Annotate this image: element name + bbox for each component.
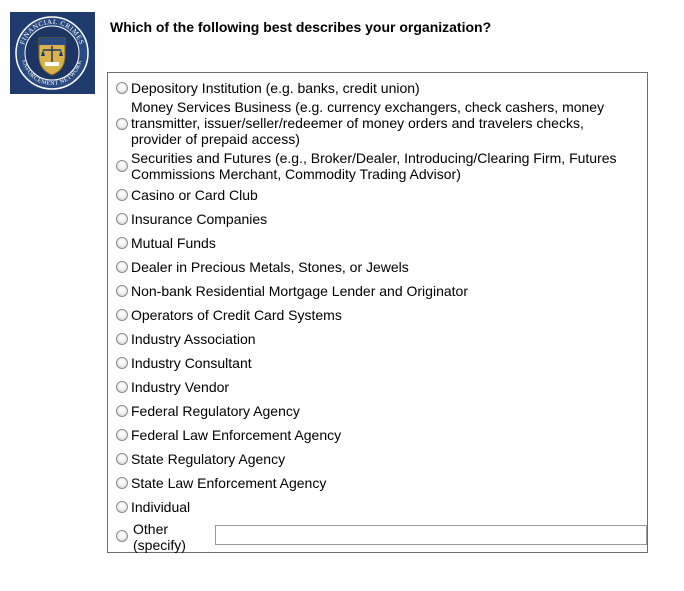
option-label: Operators of Credit Card Systems <box>131 307 342 323</box>
option-label: Money Services Business (e.g. currency exchangers, check cashers, money transmitter, issuer/seller/redeemer of money orders and travelers checks, provider of prepaid access) <box>131 99 605 147</box>
option-label: Securities and Futures (e.g., Broker/Dealer, Introducing/Clearing Firm, Futures Commissions Merchant, Commodity Trading Advisor) <box>131 150 617 182</box>
option-label: Non-bank Residential Mortgage Lender and Originator <box>131 283 468 299</box>
option-label: Casino or Card Club <box>131 187 258 203</box>
option-label: Insurance Companies <box>131 211 268 227</box>
radio-precious-metals-dealer[interactable] <box>116 261 128 273</box>
radio-state-law-enforcement[interactable] <box>116 477 128 489</box>
radio-industry-consultant[interactable] <box>116 357 128 369</box>
radio-insurance-companies[interactable] <box>116 213 128 225</box>
radio-industry-association[interactable] <box>116 333 128 345</box>
option-label: Individual <box>131 499 191 515</box>
other-specify-input[interactable] <box>215 525 647 545</box>
radio-money-services-business[interactable] <box>116 118 128 130</box>
question-heading: Which of the following best describes your organization? <box>110 19 492 35</box>
option-label: Mutual Funds <box>131 235 216 251</box>
option-label: Depository Institution (e.g. banks, credit union) <box>131 80 420 96</box>
option-label: State Law Enforcement Agency <box>131 475 327 491</box>
radio-industry-vendor[interactable] <box>116 381 128 393</box>
radio-mortgage-lender[interactable] <box>116 285 128 297</box>
radio-individual[interactable] <box>116 501 128 513</box>
radio-other[interactable] <box>116 530 128 542</box>
option-label: Industry Association <box>131 331 256 347</box>
radio-mutual-funds[interactable] <box>116 237 128 249</box>
options-box <box>107 72 648 553</box>
radio-depository-institution[interactable] <box>116 82 128 94</box>
option-label: State Regulatory Agency <box>131 451 286 467</box>
radio-federal-law-enforcement[interactable] <box>116 429 128 441</box>
option-label: Federal Law Enforcement Agency <box>131 427 342 443</box>
radio-state-regulatory-agency[interactable] <box>116 453 128 465</box>
option-label: Industry Consultant <box>131 355 252 371</box>
svg-text:ENFORCEMENT NETWORK: ENFORCEMENT NETWORK <box>20 59 84 88</box>
radio-casino-card-club[interactable] <box>116 189 128 201</box>
radio-securities-futures[interactable] <box>116 160 128 172</box>
radio-federal-regulatory-agency[interactable] <box>116 405 128 417</box>
option-label: Other (specify) <box>133 521 186 553</box>
fincen-logo <box>10 12 95 94</box>
option-label: Dealer in Precious Metals, Stones, or Jewels <box>131 259 409 275</box>
option-label: Federal Regulatory Agency <box>131 403 300 419</box>
svg-text:FINANCIAL CRIMES: FINANCIAL CRIMES <box>18 17 86 46</box>
radio-credit-card-operators[interactable] <box>116 309 128 321</box>
option-label: Industry Vendor <box>131 379 230 395</box>
